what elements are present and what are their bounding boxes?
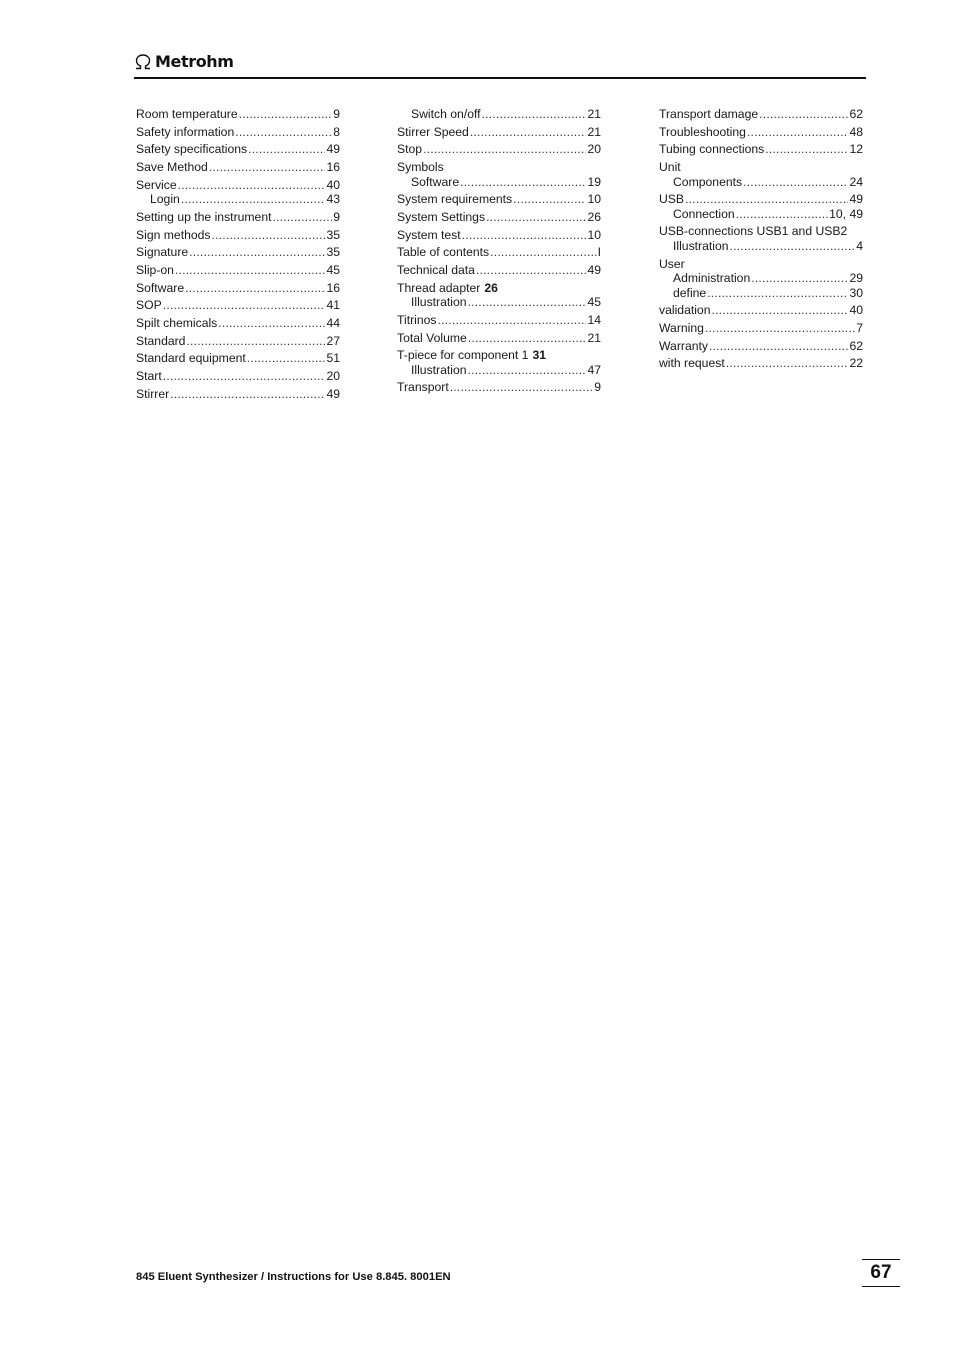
- index-page-ref: 43: [326, 192, 340, 207]
- index-entry-line: [136, 334, 340, 349]
- index-term: USB: [659, 192, 685, 207]
- dot-leader: [726, 356, 849, 371]
- dot-leader: [468, 363, 587, 378]
- index-page-ref: 9: [333, 107, 340, 121]
- index-term: USB-connections USB1 and USB2: [659, 224, 848, 239]
- index-entry: [136, 263, 340, 278]
- index-entry: [397, 107, 601, 122]
- index-entry: [136, 160, 340, 175]
- index-term: validation: [659, 303, 711, 318]
- dot-leader: [685, 192, 848, 207]
- index-term: Software: [411, 174, 460, 189]
- dot-leader: [462, 228, 587, 243]
- index-entry: [397, 125, 601, 140]
- index-subentry: [659, 239, 863, 254]
- dot-leader: [248, 142, 325, 157]
- index-page-ref: 10: [587, 227, 601, 242]
- brand-logo: [134, 52, 234, 71]
- index-term: Administration: [673, 271, 751, 286]
- index-page-ref: I: [597, 245, 601, 260]
- index-term: Troubleshooting: [659, 124, 746, 139]
- index-entry: [136, 125, 340, 140]
- index-term: Components: [673, 174, 743, 189]
- index-term: Setting up the instrument: [136, 209, 272, 224]
- index-term: Illustration: [411, 362, 467, 377]
- index-entry: [659, 356, 863, 371]
- index-subentry: [397, 107, 601, 122]
- index-entry-line: [397, 313, 601, 328]
- index-term: Stirrer: [136, 386, 170, 401]
- index-page-ref: 45: [587, 295, 601, 310]
- dot-leader: [736, 207, 828, 222]
- index-entry-line: [397, 245, 601, 260]
- footer-document-title: 845 Eluent Synthesizer / Instructions for Use 8.845. 8001EN: [136, 1271, 451, 1283]
- dot-leader: [476, 263, 587, 278]
- index-page-ref: 19: [587, 174, 601, 189]
- index-page-ref: 16: [326, 280, 340, 295]
- index-entry: [136, 316, 340, 331]
- index-subentry: [659, 286, 863, 301]
- dot-leader: [707, 286, 848, 301]
- dot-leader: [163, 369, 326, 384]
- index-term: Connection: [673, 206, 735, 221]
- index-page-ref: 48: [849, 124, 863, 139]
- index-entry-line: [136, 298, 340, 313]
- index-page-ref: 47: [587, 362, 601, 377]
- index-subentry: [397, 295, 601, 310]
- index-entry-line: [397, 348, 601, 363]
- index-term: Transport: [397, 380, 449, 395]
- index-term: Safety specifications: [136, 142, 248, 157]
- index-page-ref: 40: [849, 303, 863, 318]
- index-entry-line: [397, 125, 601, 140]
- index-page-ref: 24: [849, 174, 863, 189]
- index-page-ref: 49: [587, 263, 601, 277]
- index-entry-line: [397, 142, 601, 157]
- index-entry-line: [136, 210, 340, 225]
- index-entry: [136, 351, 340, 366]
- index-subentry: [659, 175, 863, 190]
- dot-leader: [178, 178, 326, 193]
- index-page-ref: 22: [849, 356, 863, 371]
- dot-leader: [470, 125, 587, 140]
- index-term: User: [659, 256, 685, 271]
- index-entry-line: [136, 351, 340, 366]
- index-entry: [659, 224, 863, 253]
- index-term: System test: [397, 227, 461, 242]
- index-term: Warranty: [659, 338, 708, 353]
- index-page-ref-bold: 31: [532, 348, 546, 363]
- index-term: Table of contents: [397, 245, 490, 260]
- index-page-ref: 12: [849, 142, 863, 157]
- dot-leader: [209, 160, 326, 175]
- index-page-ref: 21: [587, 330, 601, 345]
- index-term: System requirements: [397, 192, 513, 207]
- index-entry-line: [397, 380, 601, 395]
- index-term: T-piece for component 1: [397, 348, 529, 363]
- index-page-ref: 45: [326, 263, 340, 277]
- index-page-ref: 62: [849, 338, 863, 353]
- index-page-ref: 62: [849, 107, 863, 121]
- dot-leader: [705, 321, 855, 336]
- index-page-ref: 41: [326, 298, 340, 313]
- index-subentry: [397, 363, 601, 378]
- index-entry: [397, 348, 601, 377]
- index-entry: [136, 369, 340, 384]
- index-entry: [659, 125, 863, 140]
- dot-leader: [468, 331, 587, 346]
- index-entry-line: [136, 387, 340, 402]
- index-page-ref: 10, 49: [829, 206, 863, 221]
- index-term: Stirrer Speed: [397, 124, 469, 139]
- index-term: Safety information: [136, 124, 235, 139]
- index-entry-line: [136, 178, 340, 193]
- dot-leader: [185, 281, 325, 296]
- index-entry-line: [136, 316, 340, 331]
- index-term: Slip-on: [136, 263, 174, 277]
- index-column-1: [136, 107, 340, 405]
- dot-leader: [235, 125, 332, 140]
- index-entry: [397, 313, 601, 328]
- index-term: define: [673, 285, 707, 300]
- index-entry: [659, 339, 863, 354]
- index-term: Login: [150, 192, 180, 207]
- dot-leader: [709, 339, 848, 354]
- dot-leader: [239, 107, 333, 122]
- index-term: Spilt chemicals: [136, 316, 218, 331]
- index-entry-line: [136, 281, 340, 296]
- index-entry-line: [136, 160, 340, 175]
- index-page-ref: 9: [333, 209, 340, 224]
- index-entry-line: [136, 107, 340, 122]
- index-entry: [397, 160, 601, 189]
- index-entry-line: [136, 142, 340, 157]
- dot-leader: [218, 316, 325, 331]
- page-number: 67: [862, 1259, 900, 1287]
- index-entry-line: [397, 192, 601, 207]
- index-entry-line: [659, 142, 863, 157]
- dot-leader: [486, 210, 586, 225]
- index-subentry: [659, 271, 863, 286]
- index-column-2: [397, 107, 601, 398]
- index-entry-line: [659, 107, 863, 122]
- index-entry: [397, 331, 601, 346]
- index-term: Stop: [397, 142, 423, 157]
- index-page-ref: 10: [587, 192, 601, 207]
- dot-leader: [482, 107, 587, 122]
- index-page-ref: 27: [326, 333, 340, 348]
- dot-leader: [170, 387, 325, 402]
- index-page-ref: 9: [594, 380, 601, 395]
- index-entry-line: [397, 210, 601, 225]
- index-entry: [136, 107, 340, 122]
- dot-leader: [460, 175, 586, 190]
- index-entry-line: [397, 331, 601, 346]
- index-page-ref: 8: [333, 124, 340, 139]
- index-entry: [397, 380, 601, 395]
- index-page-ref-bold: 26: [484, 280, 498, 295]
- index-page-ref: 16: [326, 160, 340, 175]
- index-entry-line: [136, 125, 340, 140]
- index-entry-line: [397, 281, 601, 296]
- index-entry-line: [397, 160, 601, 175]
- dot-leader: [423, 142, 586, 157]
- dot-leader: [163, 298, 326, 313]
- index-entry: [136, 178, 340, 207]
- index-term: Standard: [136, 333, 186, 348]
- index-entry-line: [397, 228, 601, 243]
- index-term: Start: [136, 369, 162, 384]
- index-term: Save Method: [136, 160, 208, 175]
- index-term: Illustration: [673, 238, 729, 253]
- index-term: Transport damage: [659, 107, 759, 121]
- index-entry: [397, 192, 601, 207]
- index-page-ref: 20: [587, 142, 601, 157]
- index-term: Symbols: [397, 160, 444, 175]
- index-page-ref: 51: [326, 351, 340, 366]
- index-entry-line: [659, 339, 863, 354]
- index-term: Illustration: [411, 295, 467, 310]
- index-page-ref: 49: [326, 142, 340, 157]
- index-entry: [397, 228, 601, 243]
- page-header: [134, 50, 866, 79]
- dot-leader: [490, 245, 596, 260]
- index-column-3: [659, 107, 863, 374]
- index-entry-line: [659, 356, 863, 371]
- index-entry: [136, 142, 340, 157]
- index-term: Service: [136, 177, 177, 192]
- dot-leader: [730, 239, 856, 254]
- index-page-ref: 14: [587, 312, 601, 327]
- index-entry-line: [397, 263, 601, 278]
- index-entry: [136, 245, 340, 260]
- index-entry: [397, 210, 601, 225]
- index-term: Total Volume: [397, 330, 467, 345]
- index-term: Titrinos: [397, 312, 437, 327]
- index-entry-line: [136, 228, 340, 243]
- index-entry: [659, 142, 863, 157]
- index-entry: [136, 334, 340, 349]
- dot-leader: [759, 107, 848, 122]
- dot-leader: [438, 313, 587, 328]
- index-term: with request: [659, 356, 725, 371]
- index-term: Sign methods: [136, 227, 211, 242]
- index-page-ref: 4: [856, 238, 863, 253]
- dot-leader: [212, 228, 326, 243]
- dot-leader: [189, 245, 325, 260]
- index-entry: [397, 142, 601, 157]
- index-page-ref: 49: [326, 386, 340, 401]
- index-entry-line: [659, 303, 863, 318]
- dot-leader: [450, 380, 594, 395]
- index-entry: [659, 107, 863, 122]
- index-entry: [136, 298, 340, 313]
- index-term: System Settings: [397, 209, 486, 224]
- index-entry: [659, 257, 863, 301]
- index-entry-line: [659, 125, 863, 140]
- dot-leader: [743, 175, 848, 190]
- index-page-ref: 40: [326, 177, 340, 192]
- index-entry: [136, 387, 340, 402]
- index-page-ref: 21: [587, 107, 601, 121]
- index-page-ref: 20: [326, 369, 340, 384]
- logo-text: Metrohm: [155, 52, 234, 71]
- index-entry-line: [136, 245, 340, 260]
- index-entry: [659, 160, 863, 189]
- index-entry: [397, 263, 601, 278]
- index-entry: [659, 321, 863, 336]
- index-subentry: [659, 207, 863, 222]
- index-page-ref: 30: [849, 285, 863, 300]
- dot-leader: [181, 192, 326, 207]
- dot-leader: [751, 271, 848, 286]
- index-entry-line: [659, 257, 863, 272]
- dot-leader: [712, 303, 849, 318]
- index-term: Thread adapter: [397, 280, 481, 295]
- index-entry: [136, 210, 340, 225]
- index-subentry: [136, 192, 340, 207]
- index-page-ref: 49: [849, 192, 863, 207]
- index-entry: [397, 281, 601, 310]
- index-entry-line: [659, 160, 863, 175]
- index-page-ref: 21: [587, 124, 601, 139]
- index-term: Unit: [659, 160, 681, 175]
- index-subentry: [397, 175, 601, 190]
- index-term: Technical data: [397, 263, 475, 277]
- index-page-ref: 35: [326, 245, 340, 260]
- omega-logo-icon: [134, 54, 152, 70]
- index-entry-line: [659, 321, 863, 336]
- index-page-ref: 44: [326, 316, 340, 331]
- index-page-ref: 35: [326, 227, 340, 242]
- index-term: Room temperature: [136, 107, 238, 121]
- dot-leader: [747, 125, 848, 140]
- index-term: Tubing connections: [659, 142, 765, 157]
- index-entry-line: [659, 192, 863, 207]
- index-entry: [659, 303, 863, 318]
- index-entry: [397, 245, 601, 260]
- index-term: Software: [136, 280, 185, 295]
- index-page-ref: 29: [849, 271, 863, 286]
- index-term: Standard equipment: [136, 351, 246, 366]
- index-term: Signature: [136, 245, 189, 260]
- index-term: Warning: [659, 321, 704, 335]
- index-entry-line: [136, 369, 340, 384]
- index-term: Switch on/off: [411, 107, 481, 121]
- dot-leader: [765, 142, 848, 157]
- index-page-ref: 7: [856, 321, 863, 335]
- dot-leader: [186, 334, 325, 349]
- index-entry: [136, 281, 340, 296]
- dot-leader: [175, 263, 326, 278]
- index-entry: [659, 192, 863, 221]
- index-entry: [136, 228, 340, 243]
- index-entry-line: [136, 263, 340, 278]
- dot-leader: [513, 192, 586, 207]
- dot-leader: [468, 295, 587, 310]
- dot-leader: [273, 210, 333, 225]
- index-page-ref: 26: [587, 209, 601, 224]
- index-term: SOP: [136, 298, 162, 313]
- index-entry-line: [659, 224, 863, 239]
- dot-leader: [247, 351, 326, 366]
